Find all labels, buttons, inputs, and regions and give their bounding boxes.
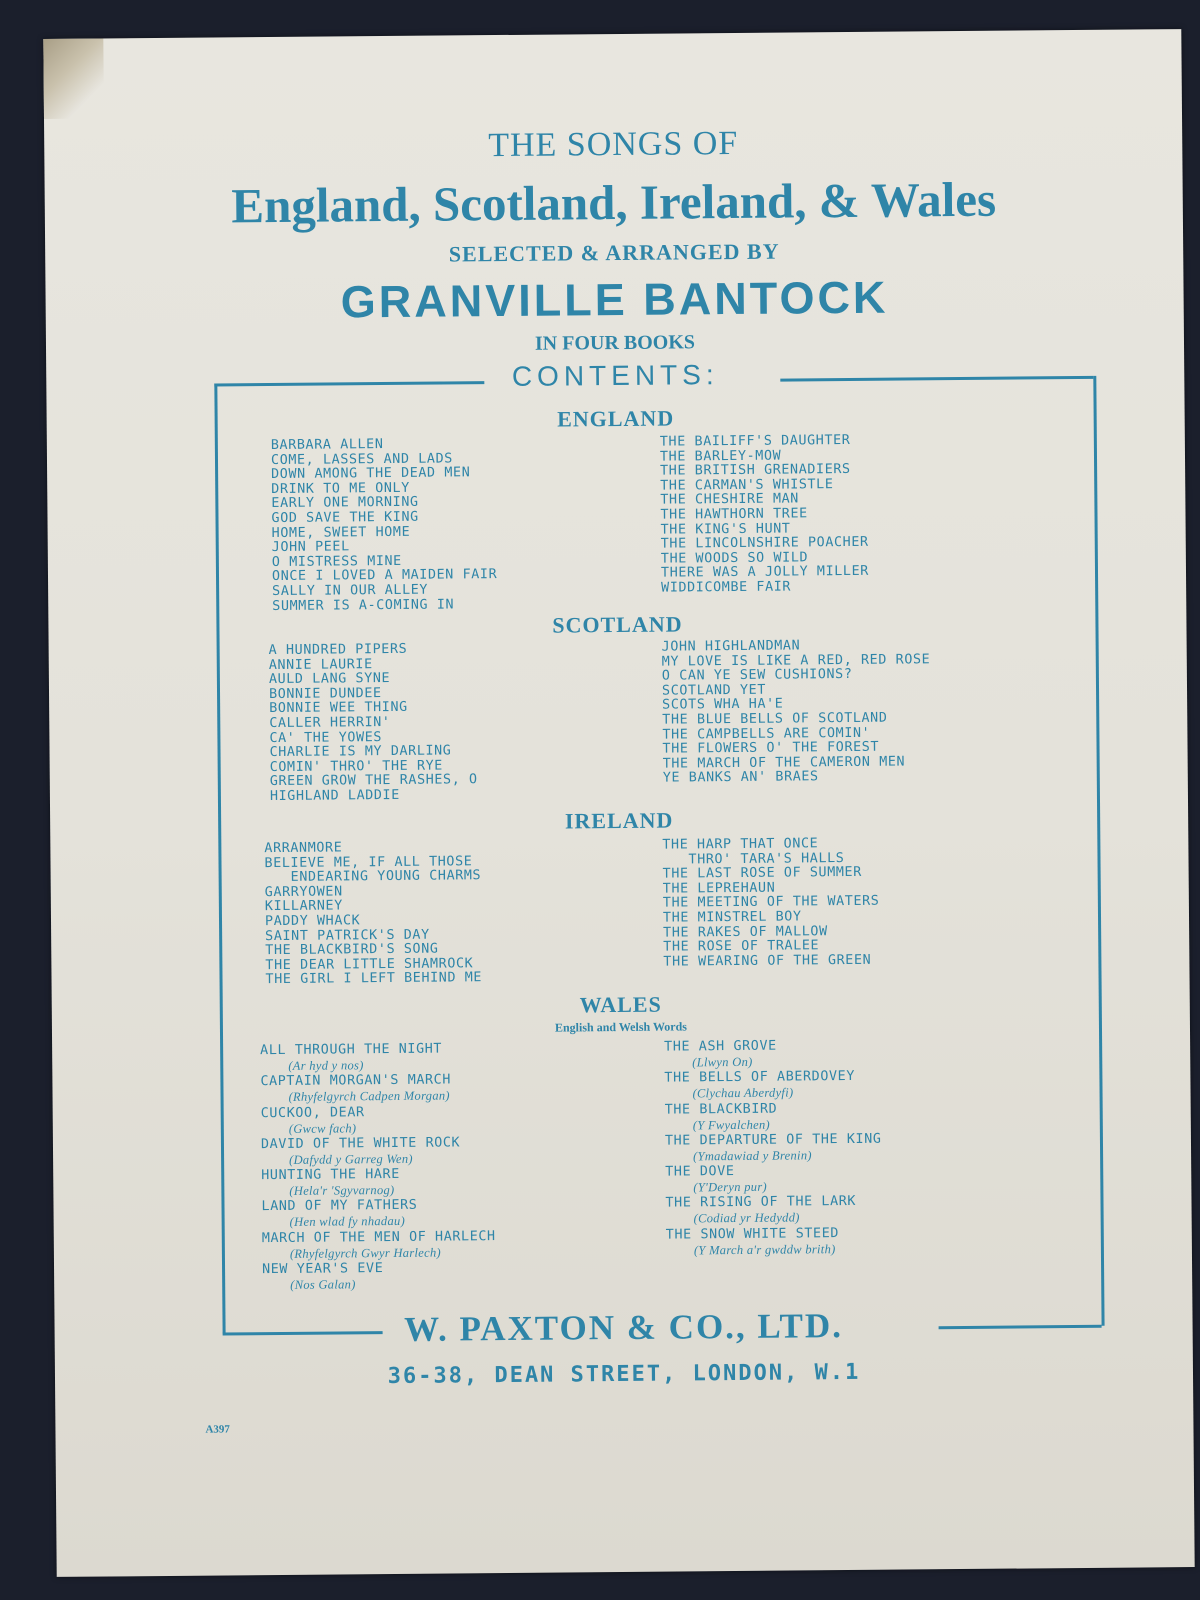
song-title: JOHN HIGHLANDMAN bbox=[661, 638, 801, 655]
song-title: THE ROSE OF TRALEE bbox=[663, 938, 820, 955]
song-title-welsh: (Ar hyd y nos) bbox=[288, 1058, 364, 1073]
selected-arranged-by: SELECTED & ARRANGED BY bbox=[448, 238, 780, 267]
song-title: KILLARNEY bbox=[264, 898, 343, 915]
song-title: EARLY ONE MORNING bbox=[271, 495, 419, 512]
song-title: THE MEETING OF THE WATERS bbox=[662, 894, 880, 911]
song-title-welsh: (Hela'r 'Sgyvarnog) bbox=[289, 1183, 395, 1199]
song-title: THE WOODS SO WILD bbox=[660, 550, 809, 567]
song-title-english: THE SNOW WHITE STEED bbox=[665, 1225, 840, 1243]
song-title-welsh: (Llwyn On) bbox=[692, 1054, 753, 1070]
song-title: COMIN' THRO' THE RYE bbox=[269, 758, 443, 775]
song-title: SCOTS WHA HA'E bbox=[662, 696, 784, 713]
song-title: THE LINCOLNSHIRE POACHER bbox=[660, 534, 869, 552]
song-title-welsh: (Codiad yr Hedydd) bbox=[693, 1210, 800, 1226]
contents-heading: CONTENTS: bbox=[511, 359, 719, 392]
song-title: MY LOVE IS LIKE A RED, RED ROSE bbox=[661, 651, 931, 670]
welsh-song-entry bbox=[664, 1038, 881, 1071]
song-title-welsh: (Ymadawiad y Brenin) bbox=[693, 1148, 812, 1164]
song-title: THE BARLEY-MOW bbox=[659, 448, 782, 465]
song-title-welsh: (Y March a'r gwddw brith) bbox=[693, 1241, 836, 1258]
song-title: BONNIE WEE THING bbox=[269, 700, 408, 717]
song-title: SUMMER IS A-COMING IN bbox=[272, 596, 455, 614]
song-title: SAINT PATRICK'S DAY bbox=[265, 927, 430, 944]
song-title: ONCE I LOVED A MAIDEN FAIR bbox=[271, 567, 498, 585]
welsh-song-entry bbox=[665, 1163, 882, 1196]
song-title: COME, LASSES AND LADS bbox=[270, 451, 453, 468]
song-title-welsh: (Dafydd y Garreg Wen) bbox=[289, 1151, 413, 1167]
song-title-english: HUNTING THE HARE bbox=[261, 1167, 400, 1184]
song-title-welsh: (Rhyfelgyrch Gwyr Harlech) bbox=[289, 1245, 442, 1261]
song-title: THE DEAR LITTLE SHAMROCK bbox=[265, 956, 474, 973]
song-title: THE FLOWERS O' THE FOREST bbox=[662, 739, 880, 757]
song-title-english: THE BELLS OF ABERDOVEY bbox=[664, 1069, 856, 1086]
song-title: THE GIRL I LEFT BEHIND ME bbox=[265, 970, 483, 988]
song-title-english: THE RISING OF THE LARK bbox=[665, 1194, 857, 1212]
song-title: SCOTLAND YET bbox=[661, 682, 767, 699]
song-title: THE LAST ROSE OF SUMMER bbox=[662, 865, 862, 882]
song-title: DOWN AMONG THE DEAD MEN bbox=[271, 465, 471, 483]
song-title: THE CAMPBELLS ARE COMIN' bbox=[662, 725, 871, 743]
scotland-songs-right bbox=[662, 638, 932, 786]
catalogue-number: A397 bbox=[205, 1423, 230, 1436]
publisher-address: 36-38, DEAN STREET, LONDON, W.1 bbox=[387, 1359, 861, 1390]
song-title: ARRANMORE bbox=[264, 840, 343, 857]
welsh-song-entry bbox=[261, 1166, 495, 1199]
song-title: O CAN YE SEW CUSHIONS? bbox=[661, 667, 853, 684]
song-title: THERE WAS A JOLLY MILLER bbox=[660, 564, 869, 581]
song-title: THE CHESHIRE MAN bbox=[660, 491, 800, 509]
ireland-songs-right bbox=[662, 837, 880, 970]
welsh-song-entry bbox=[261, 1135, 495, 1168]
section-title-wales: WALES bbox=[579, 991, 662, 1018]
song-title: THE LEPREHAUN bbox=[662, 880, 776, 897]
song-title: YE BANKS AN' BRAES bbox=[662, 769, 819, 786]
song-title-english: DAVID OF THE WHITE ROCK bbox=[260, 1135, 461, 1153]
song-title: THE BLUE BELLS OF SCOTLAND bbox=[662, 710, 888, 728]
song-title: CA' THE YOWES bbox=[269, 729, 383, 746]
song-title: THE BLACKBIRD'S SONG bbox=[265, 941, 439, 959]
section-title-ireland: IRELAND bbox=[564, 807, 674, 834]
song-title: SALLY IN OUR ALLEY bbox=[272, 582, 429, 599]
welsh-song-entry bbox=[262, 1229, 496, 1262]
song-title-welsh: (Rhyfelgyrch Cadpen Morgan) bbox=[288, 1088, 450, 1105]
song-title: THE BAILIFF'S DAUGHTER bbox=[659, 432, 851, 450]
song-title-welsh: (Y'Deryn pur) bbox=[693, 1179, 767, 1195]
song-title: O MISTRESS MINE bbox=[271, 553, 402, 570]
song-title: ENDEARING YOUNG CHARMS bbox=[290, 868, 482, 886]
welsh-song-entry bbox=[665, 1194, 882, 1227]
song-title-english: CAPTAIN MORGAN'S MARCH bbox=[260, 1072, 452, 1090]
song-title: A HUNDRED PIPERS bbox=[268, 641, 408, 659]
song-title: THE BRITISH GRENADIERS bbox=[660, 462, 851, 479]
song-title: PADDY WHACK bbox=[264, 913, 361, 930]
song-title: ANNIE LAURIE bbox=[268, 656, 373, 673]
song-title-english: CUCKOO, DEAR bbox=[260, 1104, 365, 1121]
song-title: THE HARP THAT ONCE bbox=[662, 836, 819, 853]
song-title-welsh: (Hen wlad fy nhadau) bbox=[289, 1214, 406, 1230]
song-title-welsh: (Y Fwyalchen) bbox=[692, 1117, 771, 1132]
welsh-song-entry bbox=[261, 1198, 495, 1231]
song-title-english: ALL THROUGH THE NIGHT bbox=[260, 1041, 443, 1059]
song-title-english: THE DEPARTURE OF THE KING bbox=[664, 1131, 882, 1149]
song-title-english: THE BLACKBIRD bbox=[664, 1101, 778, 1118]
song-title-welsh: (Clychau Aberdyfi) bbox=[692, 1085, 794, 1101]
song-title-english: LAND OF MY FATHERS bbox=[261, 1198, 418, 1215]
song-title: AULD LANG SYNE bbox=[268, 671, 391, 688]
england-songs-left bbox=[271, 437, 498, 614]
title-line-1: THE SONGS OF bbox=[488, 124, 739, 165]
scotland-songs-left bbox=[269, 642, 478, 804]
publisher-name: W. PAXTON & CO., LTD. bbox=[404, 1306, 844, 1349]
song-title-welsh: (Gwcw fach) bbox=[288, 1120, 357, 1136]
wales-note: English and Welsh Words bbox=[554, 1019, 687, 1035]
wales-songs-left bbox=[260, 1041, 496, 1293]
music-back-cover bbox=[43, 29, 1194, 1577]
song-title: CALLER HERRIN' bbox=[269, 714, 391, 732]
song-title-english: MARCH OF THE MEN OF HARLECH bbox=[261, 1228, 496, 1246]
song-title-welsh: (Nos Galan) bbox=[290, 1277, 356, 1292]
song-title: THE MINSTREL BOY bbox=[662, 909, 802, 926]
welsh-song-entry bbox=[260, 1072, 494, 1105]
welsh-song-entry bbox=[262, 1260, 496, 1293]
welsh-song-entry bbox=[666, 1226, 883, 1259]
section-title-scotland: SCOTLAND bbox=[552, 611, 683, 638]
song-title: HOME, SWEET HOME bbox=[271, 524, 411, 541]
song-title: BARBARA ALLEN bbox=[270, 437, 384, 454]
song-title: CHARLIE IS MY DARLING bbox=[269, 743, 452, 761]
song-title-english: THE ASH GROVE bbox=[664, 1038, 777, 1055]
song-title: GOD SAVE THE KING bbox=[271, 509, 419, 526]
song-title: WIDDICOMBE FAIR bbox=[661, 579, 792, 596]
song-title: THE HAWTHORN TREE bbox=[660, 506, 808, 523]
composer-name: GRANVILLE BANTOCK bbox=[340, 271, 889, 328]
england-songs-right bbox=[660, 434, 869, 596]
ireland-songs-left bbox=[264, 840, 482, 988]
song-title: THE CARMAN'S WHISTLE bbox=[660, 476, 834, 494]
song-title: HIGHLAND LADDIE bbox=[269, 787, 400, 804]
welsh-song-entry bbox=[260, 1041, 494, 1074]
wales-songs-right bbox=[664, 1038, 882, 1259]
song-title: JOHN PEEL bbox=[271, 539, 350, 556]
song-title: THE RAKES OF MALLOW bbox=[663, 923, 828, 941]
song-title: THRO' TARA'S HALLS bbox=[688, 850, 845, 867]
welsh-song-entry bbox=[665, 1132, 882, 1165]
song-title: GREEN GROW THE RASHES, O bbox=[269, 772, 478, 790]
welsh-song-entry bbox=[261, 1104, 495, 1137]
welsh-song-entry bbox=[665, 1100, 882, 1133]
song-title: THE MARCH OF THE CAMERON MEN bbox=[662, 754, 906, 772]
song-title: GARRYOWEN bbox=[264, 884, 343, 900]
welsh-song-entry bbox=[664, 1069, 881, 1102]
song-title: THE WEARING OF THE GREEN bbox=[663, 952, 872, 970]
song-title-english: NEW YEAR'S EVE bbox=[261, 1261, 384, 1278]
worn-corner bbox=[43, 38, 104, 119]
title-nations: England, Scotland, Ireland, & Wales bbox=[231, 171, 997, 234]
in-four-books: IN FOUR BOOKS bbox=[534, 331, 696, 355]
song-title: BONNIE DUNDEE bbox=[268, 685, 382, 702]
section-title-england: ENGLAND bbox=[557, 405, 675, 432]
song-title: THE KING'S HUNT bbox=[660, 521, 791, 538]
song-title: BELIEVE ME, IF ALL THOSE bbox=[264, 853, 473, 871]
song-title: DRINK TO ME ONLY bbox=[271, 480, 410, 497]
song-title-english: THE DOVE bbox=[665, 1164, 735, 1180]
